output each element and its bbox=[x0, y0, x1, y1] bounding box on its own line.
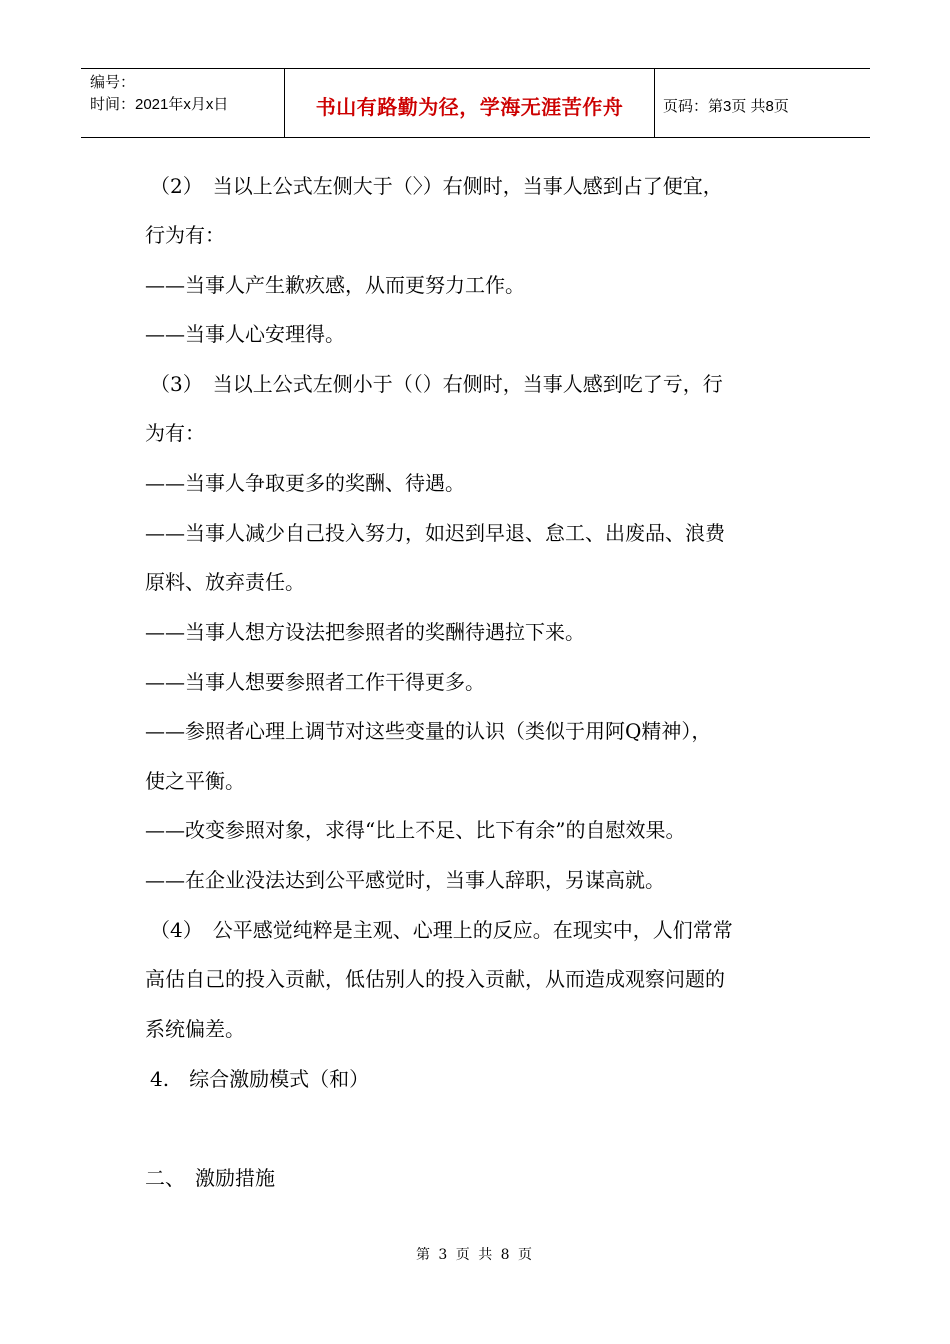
text-line: ——改变参照对象，求得“比上不足、比下有余”的自慰效果。 bbox=[145, 818, 686, 842]
text-line: （4） 公平感觉纯粹是主观、心理上的反应。在现实中，人们常常 bbox=[150, 918, 733, 942]
text-line: 原料、放弃责任。 bbox=[145, 570, 305, 594]
text-line: ——在企业没法达到公平感觉时，当事人辞职，另谋高就。 bbox=[145, 868, 665, 892]
header-motto: 书山有路勤为径，学海无涯苦作舟 bbox=[284, 69, 655, 137]
text-line: 为有： bbox=[145, 421, 205, 445]
page-header bbox=[81, 68, 870, 138]
text-line: （2） 当以上公式左侧大于（〉）右侧时，当事人感到占了便宜， bbox=[150, 174, 723, 198]
text-line: 系统偏差。 bbox=[145, 1017, 245, 1041]
text-line: 高估自己的投入贡献，低估别人的投入贡献，从而造成观察问题的 bbox=[145, 967, 725, 991]
text-line: ——当事人减少自己投入努力，如迟到早退、怠工、出废品、浪费 bbox=[145, 521, 725, 545]
text-line: ——当事人产生歉疚感，从而更努力工作。 bbox=[145, 273, 525, 297]
text-line: 使之平衡。 bbox=[145, 769, 245, 793]
text-line: ——当事人心安理得。 bbox=[145, 322, 345, 346]
document-number-label: 编号： bbox=[90, 74, 136, 91]
document-date-label: 时间：2021年x月x日 bbox=[90, 96, 229, 113]
header-page-number: 页码：第3页 共8页 bbox=[663, 97, 789, 115]
text-line: 行为有： bbox=[145, 223, 225, 247]
text-line: ——当事人想要参照者工作干得更多。 bbox=[145, 670, 485, 694]
section-heading: 二、 激励措施 bbox=[145, 1166, 275, 1190]
text-line: （3） 当以上公式左侧小于（（）右侧时，当事人感到吃了亏，行 bbox=[150, 372, 723, 396]
page-footer: 第 3 页 共 8 页 bbox=[415, 1247, 535, 1263]
text-line: ——当事人想方设法把参照者的奖酬待遇拉下来。 bbox=[145, 620, 585, 644]
text-line: ——参照者心理上调节对这些变量的认识（类似于用阿Q精神）， bbox=[145, 719, 712, 743]
header-info-cell bbox=[81, 69, 284, 137]
text-line: ——当事人争取更多的奖酬、待遇。 bbox=[145, 471, 465, 495]
section-heading: 4. 综合激励模式（和） bbox=[150, 1067, 370, 1091]
